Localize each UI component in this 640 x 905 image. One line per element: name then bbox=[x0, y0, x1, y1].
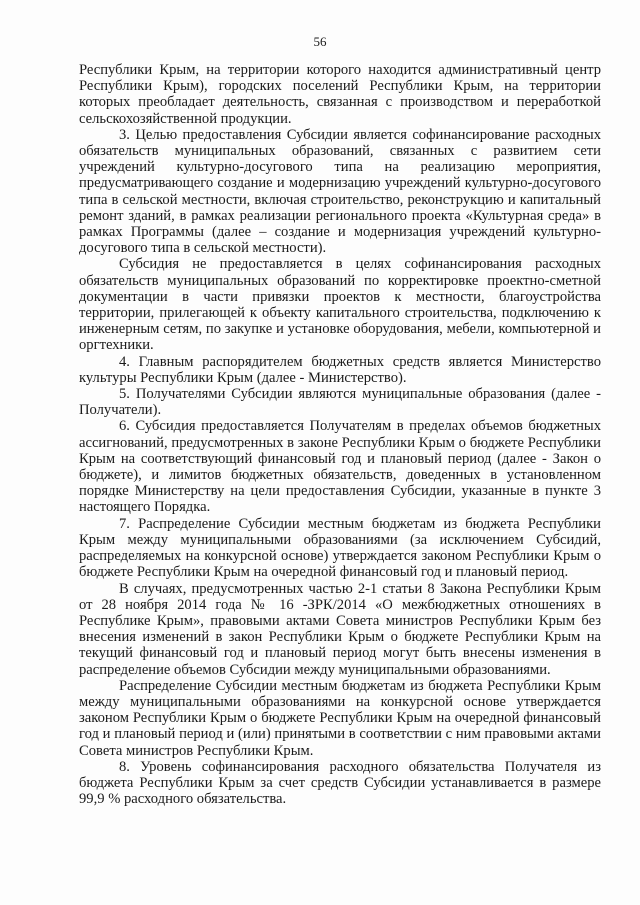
paragraph-competitive-distribution: Распределение Субсидии местным бюджетам из бюджета Республики Крым между муниципальными образованиями на конкурсной основе утверждается законом Республики Крым о бюджете Республики Крым на очередной финансовый год и плановый период и (или) принятыми в соответствии с ним правовыми актами Совета министров Республики Крым. bbox=[79, 677, 601, 759]
paragraph-3-purpose: 3. Целью предоставления Субсидии является софинансирование расходных обязательств муниципальных образований, связанных с развитием сети учреждений культурно-досугового типа на реализацию мероприятия, предусматривающего создание и модернизацию учреждений культурно-досугового типа в сельской местности, включая строительство, реконструкцию и капитальный ремонт зданий, в рамках реализации регионального проекта «Культурная среда» в рамках Программы (далее – создание и модернизация учреждений культурно-досугового типа в сельской местности). bbox=[79, 126, 601, 257]
paragraph-continuation: Республики Крым, на территории которого находится административный центр Республики Крым), городских поселений Республики Крым, на территории которых преобладает деятельность, связанная с производством и переработкой сельскохозяйственной продукции. bbox=[79, 62, 601, 127]
page-number: 56 bbox=[313, 34, 327, 49]
paragraph-4-main-manager: 4. Главным распорядителем бюджетных средств является Министерство культуры Республики Крым (далее - Министерство). bbox=[79, 353, 601, 386]
paragraph-8-cofinancing: 8. Уровень софинансирования расходного обязательства Получателя из бюджета Республики Крым за счет средств Субсидии устанавливается в размере 99,9 % расходного обязательства. bbox=[79, 758, 601, 808]
document-body bbox=[79, 62, 601, 807]
paragraph-exclusions: Субсидия не предоставляется в целях софинансирования расходных обязательств муниципальных образований по корректировке проектно-сметной документации в части привязки проектов к местности, благоустройства территории, прилегающей к объекту капитального строительства, подключению к инженерным сетям, по закупке и установке оборудования, мебели, компьютерной и оргтехники. bbox=[79, 256, 601, 354]
paragraph-6-provision: 6. Субсидия предоставляется Получателям в пределах объемов бюджетных ассигнований, предусмотренных в законе Республики Крым о бюджете Республики Крым на соответствующий финансовый год и плановый период (далее - Закон о бюджете), и лимитов бюджетных обязательств, доведенных в установленном порядке Министерству на цели предоставления Субсидии, указанные в пункте 3 настоящего Порядка. bbox=[79, 418, 601, 516]
paragraph-changes: В случаях, предусмотренных частью 2-1 статьи 8 Закона Республики Крым от 28 ноября 2014 года № 16 -ЗРК/2014 «О межбюджетных отношениях в Республике Крым», правовыми актами Совета министров Республики Крым без внесения изменений в закон Республики Крым о бюджете Республики Крым на текущий финансовый год и плановый период могут быть внесены изменения в распределение объемов Субсидии между муниципальными образованиями. bbox=[79, 580, 601, 678]
paragraph-7-distribution: 7. Распределение Субсидии местным бюджетам из бюджета Республики Крым между муниципальными образованиями (за исключением Субсидий, распределяемых на конкурсной основе) утверждается законом Республики Крым о бюджете Республики Крым на очередной финансовый год и плановый период. bbox=[79, 515, 601, 581]
paragraph-5-recipients: 5. Получателями Субсидии являются муниципальные образования (далее - Получатели). bbox=[79, 386, 601, 419]
